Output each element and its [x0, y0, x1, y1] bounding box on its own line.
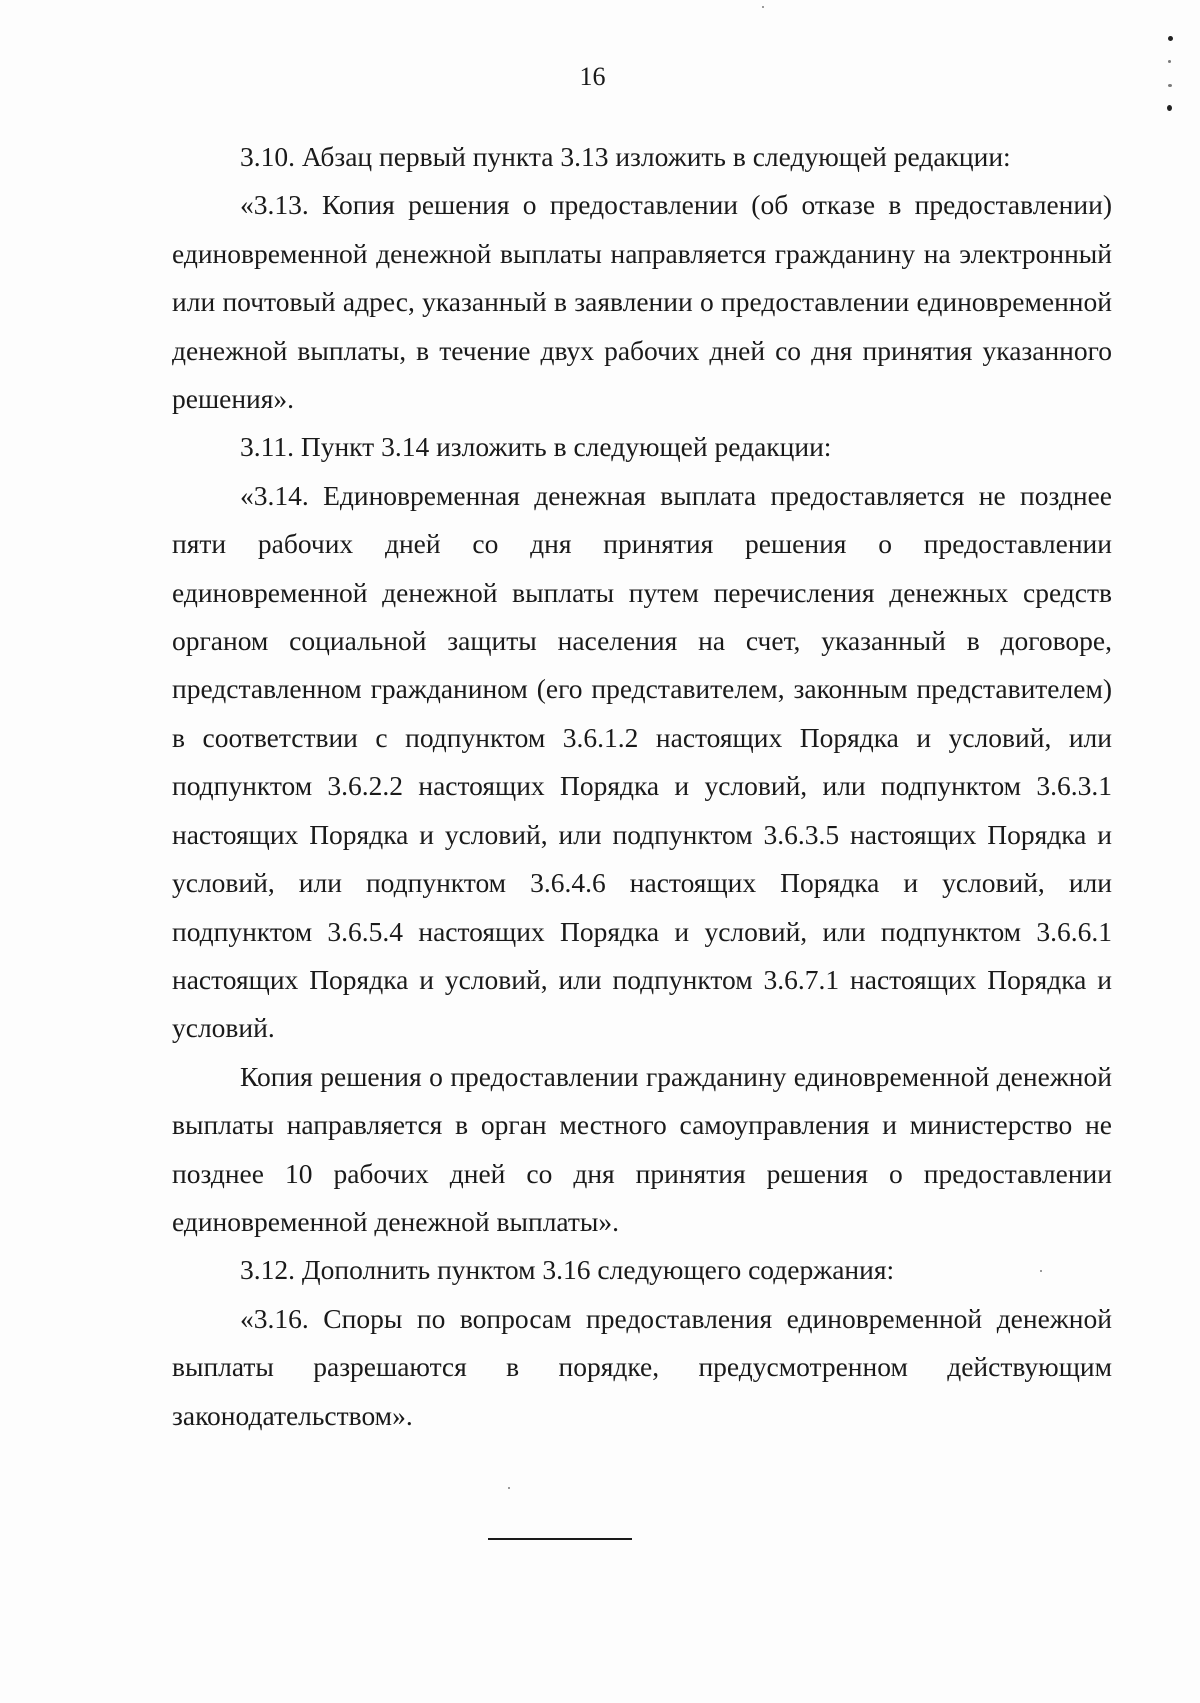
end-separator-line — [488, 1538, 632, 1540]
paragraph-copy-decision: Копия решения о предоставлении гражданину единовременной денежной выплаты направляется в орган местного самоуправления и министерство не позднее 10 рабочих дней со дня принятия решения о предоставлении единовременной денежной выплаты». — [172, 1060, 1112, 1237]
scan-speck — [1040, 1270, 1042, 1272]
paragraph-3-14-quote: «3.14. Единовременная денежная выплата предоставляется не позднее пяти рабочих дней со дня принятия решения о предоставлении единовременной денежной выплаты путем перечисления денежных средств органом социальной защиты населения на счет, указанный в договоре, представленном гражданином (его представителем, законным представителем) в соответствии с подпунктом 3.6.1.2 настоящих Порядка и условий, или подпунктом 3.6.2.2 настоящих Порядка и условий, или подпунктом 3.6.3.1 настоящих Порядка и условий, или подпунктом 3.6.3.5 настоящих Порядка и условий, или подпунктом 3.6.4.6 настоящих Порядка и условий, или подпунктом 3.6.5.4 настоящих Порядка и условий, или подпунктом 3.6.6.1 настоящих Порядка и условий, или подпунктом 3.6.7.1 настоящих Порядка и условий. — [172, 479, 1112, 1044]
paragraph-3-12: 3.12. Дополнить пунктом 3.16 следующего содержания: — [240, 1254, 895, 1286]
scan-speck — [1167, 105, 1172, 111]
scan-speck — [1168, 60, 1171, 63]
scan-speck — [1168, 36, 1173, 41]
page-number: 16 — [579, 62, 606, 91]
paragraph-3-10: 3.10. Абзац первый пункта 3.13 изложить в следующей редакции: — [240, 141, 1011, 172]
scan-speck — [762, 6, 764, 8]
scan-speck — [1168, 84, 1172, 87]
scan-speck — [508, 1487, 510, 1489]
paragraph-3-16-quote: «3.16. Споры по вопросам предоставления единовременной денежной выплаты разрешаются в порядке, предусмотренном действующим законодательством». — [172, 1302, 1112, 1431]
paragraph-3-13-quote: «3.13. Копия решения о предоставлении (об отказе в предоставлении) единовременной денежной выплаты направляется гражданину на электронный или почтовый адрес, указанный в заявлении о предоставлении единовременной денежной выплаты, в течение двух рабочих дней со дня принятия указанного решения». — [172, 189, 1112, 415]
document-body — [172, 133, 1112, 1440]
paragraph-3-11: 3.11. Пункт 3.14 изложить в следующей редакции: — [240, 431, 832, 463]
